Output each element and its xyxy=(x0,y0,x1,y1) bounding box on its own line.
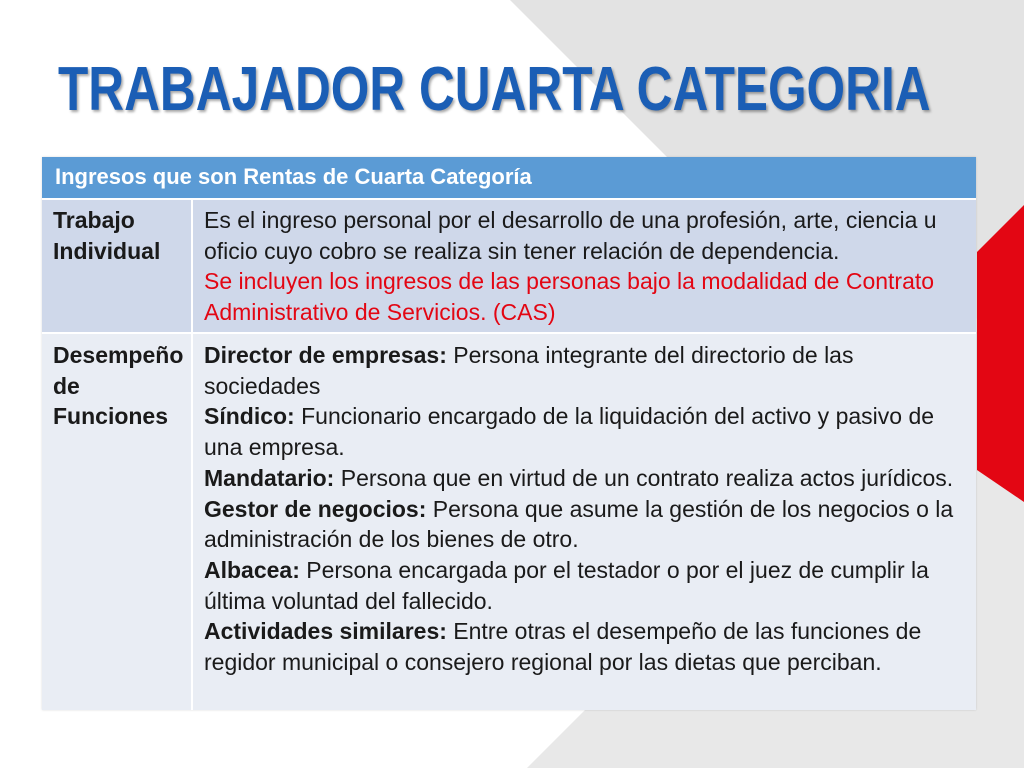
row-label-trabajo-individual: Trabajo Individual xyxy=(42,200,191,332)
red-accent-shape xyxy=(977,205,1024,502)
definition-term: Albacea: xyxy=(204,556,300,583)
definition-text: Persona integrante del directorio de las sociedades xyxy=(204,342,854,399)
definition-item-director xyxy=(204,340,964,401)
definition-term: Director de empresas: xyxy=(204,342,447,368)
income-table xyxy=(42,157,976,710)
row-description-desempeno-funciones xyxy=(193,334,976,710)
definition-term: Síndico: xyxy=(204,403,295,430)
definition-term: Actividades similares: xyxy=(204,618,447,645)
table-header: Ingresos que son Rentas de Cuarta Categoría xyxy=(42,157,976,198)
definition-text: Persona que en virtud de un contrato realiza actos jurídicos. xyxy=(340,464,954,491)
definition-text: Funcionario encargado de la liquidación del activo y pasivo de una empresa. xyxy=(204,403,935,461)
definition-term: Gestor de negocios: xyxy=(204,495,427,522)
row-description-trabajo-individual xyxy=(193,200,976,332)
definition-item-albacea xyxy=(204,555,964,616)
definition-item-sindico xyxy=(204,401,964,462)
definition-text: Entre otras el desempeño de las funciones de regidor municipal o consejero regional por las dietas que perciban. xyxy=(204,618,922,676)
definition-item-actividades xyxy=(204,616,964,677)
definition-text: Persona encargada por el testador o por el juez de cumplir la última voluntad del fallecido. xyxy=(204,556,929,614)
definition-item-mandatario xyxy=(204,463,964,494)
description-paragraph: Es el ingreso personal por el desarrollo de una profesión, arte, ciencia u oficio cuyo cobro se realiza sin tener relación de dependencia. xyxy=(204,207,937,264)
row-label-desempeno-funciones: Desempeño de Funciones xyxy=(42,334,191,710)
definition-item-gestor xyxy=(204,494,964,555)
definition-term: Mandatario: xyxy=(204,464,335,491)
cas-note: Se incluyen los ingresos de las personas bajo la modalidad de Contrato Administrativo de Servicios. (CAS) xyxy=(204,268,935,326)
definition-text: Persona que asume la gestión de los negocios o la administración de los bienes de otro. xyxy=(204,495,954,553)
slide-title: TRABAJADOR CUARTA CATEGORIA xyxy=(58,55,931,124)
